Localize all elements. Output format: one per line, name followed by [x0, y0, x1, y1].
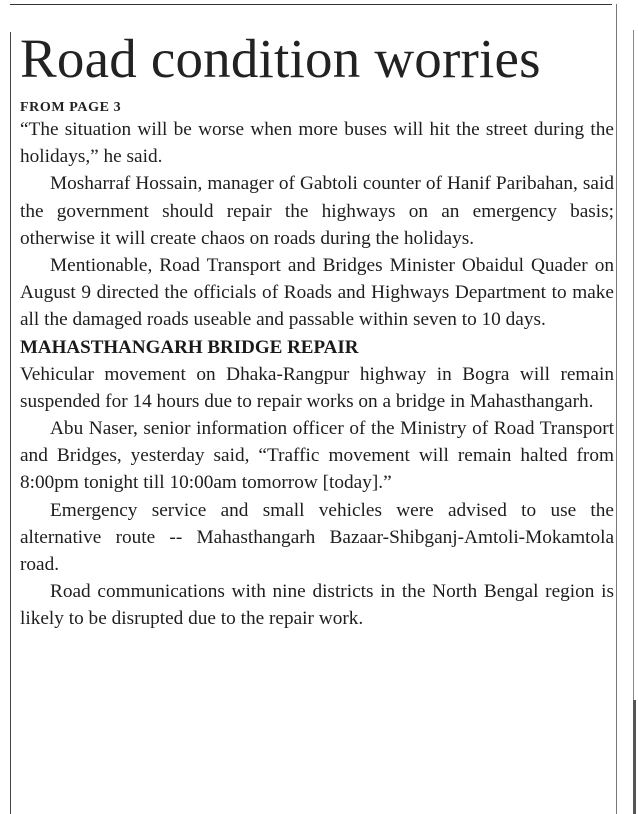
article-paragraph: “The situation will be worse when more buses will hit the street during the holidays,” he said. — [20, 119, 614, 168]
column-divider-right — [616, 4, 617, 814]
article-paragraph: Road communications with nine districts in the North Bengal region is likely to be disrupted due to the repair work. — [20, 581, 614, 630]
article-paragraph: Vehicular movement on Dhaka-Rangpur highway in Bogra will remain suspended for 14 hours due to repair works on a bridge in Mahasthangarh. — [20, 363, 614, 412]
article-paragraph: Mosharraf Hossain, manager of Gabtoli counter of Hanif Paribahan, said the government should repair the highways on an emergency basis; otherwise it will create chaos on roads during the holidays. — [20, 173, 614, 249]
article-paragraph: Abu Naser, senior information officer of the Ministry of Road Transport and Bridges, yesterday said, “Traffic movement will remain halted from 8:00pm tonight till 10:00am tomorrow [today].” — [20, 418, 614, 494]
section-subheading: MAHASTHANGARH BRIDGE REPAIR — [20, 336, 359, 358]
column-divider-left — [10, 32, 11, 814]
adjacent-column-edge — [633, 30, 634, 814]
headline: Road condition worries — [20, 28, 541, 89]
article-paragraph: Mentionable, Road Transport and Bridges Minister Obaidul Quader on August 9 directed the officials of Roads and Highways Department to make all the damaged roads useable and passable within seven to 10 days. — [20, 255, 614, 331]
continued-from-label: FROM PAGE 3 — [20, 100, 122, 115]
top-rule — [10, 4, 612, 5]
news-article — [20, 28, 614, 633]
article-paragraph: Emergency service and small vehicles were advised to use the alternative route -- Mahasthangarh Bazaar-Shibganj-Amtoli-Mokamtola road. — [20, 499, 614, 576]
adjacent-column-edge-bold — [633, 700, 636, 814]
